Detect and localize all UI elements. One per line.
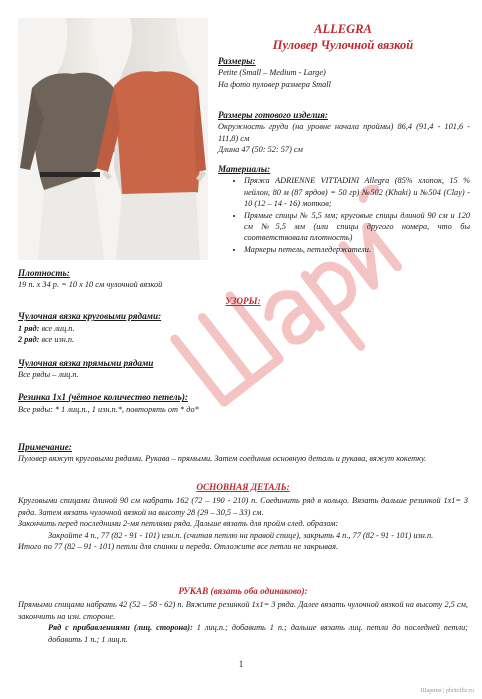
round-stockinette-heading: Чулочная вязка круговыми рядами: (18, 311, 162, 322)
note-section (18, 442, 468, 465)
patterns-section (18, 296, 468, 415)
main-part-section (18, 482, 468, 552)
pattern-title: ALLEGRA (314, 22, 372, 36)
rib-heading: Резинка 1х1 (чётное количество петель): (18, 392, 188, 403)
materials-item: • Прямые спицы № 5,5 мм; круговые спицы длиной 90 см и 120 см №5,5 мм (или спицы другого номера, что бы соответствовала плотность) (244, 210, 470, 244)
length-measurement: Длина 47 (50: 52: 57) см (218, 145, 303, 155)
rib-text: Все ряды: * 1 лиц.п., 1 изн.п.*, повторять от * до* (18, 404, 199, 414)
gauge-section (18, 268, 468, 291)
main-part-heading: ОСНОВНАЯ ДЕТАЛЬ: (196, 482, 290, 492)
materials-list (218, 175, 470, 255)
round-row-2-text: все изн.п. (39, 335, 75, 345)
patterns-heading: УЗОРЫ: (225, 296, 261, 306)
sleeve-paragraph: Прямыми спицами набрать 42 (52 – 58 - 62) п. Вяжите резинкой 1х1= 3 ряда. Далее вязать чулочной вязкой на высоту 2,5 см, закончить на изн. стороне. (18, 600, 468, 621)
round-row-2-label: 2 ряд: (18, 335, 40, 345)
sleeve-increase-text: 1 лиц.п.; добавить 1 п.; дальше вязать лиц. петли до последней петли; добавить 1 п.; 1 лиц.п. (48, 623, 468, 644)
note-text: Пуловер вяжут круговыми рядами. Рукава – прямыми. Затем соединив основную деталь и рукава, вяжут кокетку. (18, 454, 427, 464)
sizes-section (218, 56, 470, 90)
sleeve-section (18, 586, 468, 645)
note-heading: Примечание: (18, 442, 72, 452)
round-row-2 (18, 334, 468, 345)
gauge-heading: Плотность: (18, 268, 70, 278)
page-number: 1 (238, 659, 244, 669)
gauge-text: 19 п. х 34 р. = 10 х 10 см чулочной вязкой (18, 280, 163, 290)
materials-section (218, 164, 470, 255)
materials-item: • Пряжа ADRIENNE VITTADINI Allegra (85% хлопок, 15 % нейлон, 80 м (87 ярдов) = 50 гр) №502 (Khaki) и №504 (Clay) - 10 (12 – 14 - 16) мотков; (244, 175, 470, 209)
materials-heading: Материалы: (218, 164, 271, 174)
pattern-subtitle: Пуловер Чулочной вязкой (272, 38, 414, 52)
flat-stockinette-heading: Чулочная вязка прямыми рядами (18, 357, 154, 368)
sleeve-increase-row (18, 622, 468, 645)
sleeve-heading: РУКАВ (вязать оба одинаково): (178, 586, 308, 596)
sweater-photo (18, 18, 208, 260)
sleeve-increase-label: Ряд с прибавлениями (лиц. сторона): (48, 623, 193, 633)
sizes-heading: Размеры: (218, 56, 256, 66)
photo-credit: Шарики | photofile.ru (420, 688, 474, 694)
main-part-paragraph: Круговыми спицами длиной 90 см набрать 162 (72 – 190 - 210) п. Соединить ряд в кольцо. Вязать дальше резинкой 1х1= 3 ряда. Затем вязать чулочной вязкой на высоту 28 (29 – 30,5 – 33) см. (18, 496, 468, 517)
finished-size-heading: Размеры готового изделия: (218, 110, 328, 120)
round-row-1 (18, 323, 468, 334)
main-part-paragraph: Итого по 77 (82 – 91 - 101) петли для спинки и переда. Отложите все петли не закрывая. (18, 542, 339, 552)
round-row-1-label: 1 ряд: (18, 323, 40, 333)
sizes-photo-note: На фото пуловер размера Small (218, 79, 331, 89)
finished-size-section (218, 110, 470, 156)
flat-stockinette-text: Все ряды – лиц.п. (18, 370, 79, 380)
main-part-paragraph: Закончить перед последними 2-мя петлями ряда. Дальше вязать для пройм след. образом: (18, 519, 339, 529)
sizes-line: Petite (Small – Medium - Large) (218, 68, 326, 78)
materials-item: • Маркеры петель, петледержатели. (244, 244, 470, 255)
main-part-paragraph: Закройте 4 п., 77 (82 - 91 - 101) изн.п. (считая петлю на правой спице), закрыть 4 п., 77 (82 - 91 - 101) изн.п. (48, 530, 434, 540)
round-row-1-text: все лиц.п. (39, 323, 75, 333)
chest-measurement: Окружность груди (на уровне начала проймы) 86,4 (91,4 - 101,6 - 111,8) см (218, 122, 470, 143)
